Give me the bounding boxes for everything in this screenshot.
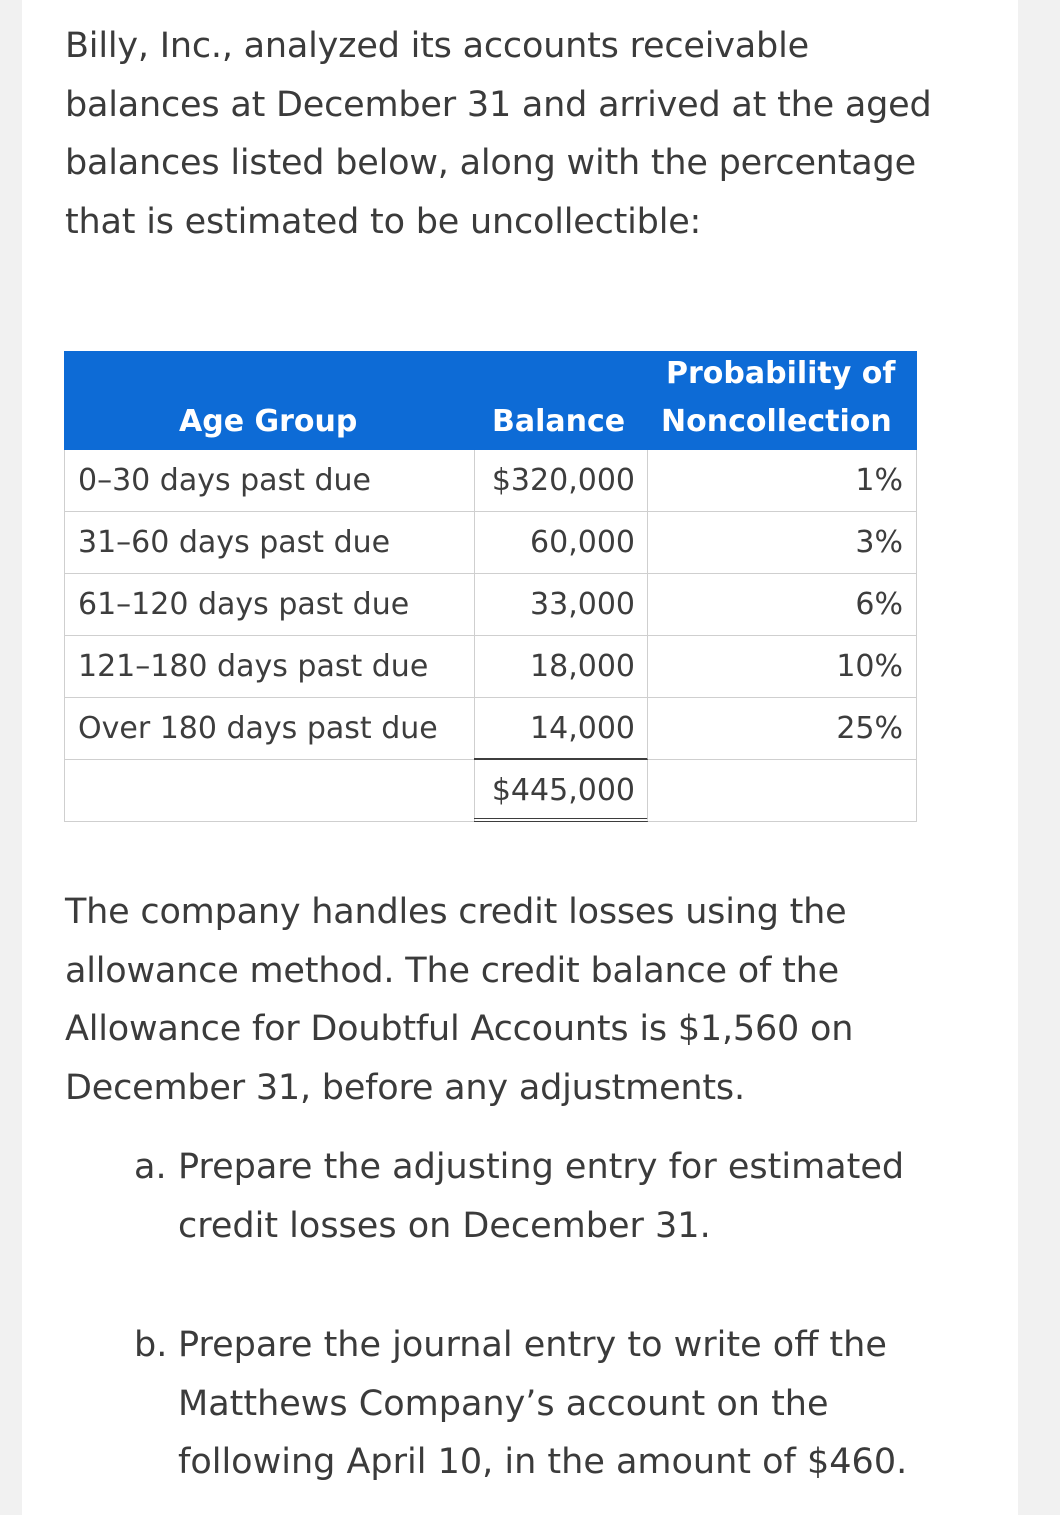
task-marker: b. <box>134 1325 168 1365</box>
intro-line: balances listed below, along with the percentage <box>65 143 916 183</box>
method-line: December 31, before any adjustments. <box>65 1067 745 1108</box>
total-label-cell <box>64 760 475 822</box>
intro-line: balances at December 31 and arrived at the aged <box>65 84 932 125</box>
table-row <box>64 574 917 636</box>
age-cell: 61–120 days past due <box>64 574 475 636</box>
table-row <box>64 512 917 574</box>
total-percent-cell <box>648 760 917 822</box>
task-line: Prepare the journal entry to write off the <box>178 1325 887 1365</box>
task-line: Matthews Company’s account on the <box>178 1383 829 1424</box>
header-probability-line2: Noncollection <box>661 404 892 439</box>
intro-line: Billy, Inc., analyzed its accounts receivable <box>65 26 809 66</box>
table-row <box>64 698 917 760</box>
percent-cell: 1% <box>648 450 917 512</box>
table-header <box>64 351 917 450</box>
percent-cell: 10% <box>648 636 917 698</box>
page <box>22 0 1018 1515</box>
method-paragraph <box>65 883 853 1117</box>
total-balance-cell: $445,000 <box>474 760 648 822</box>
method-line: allowance method. The credit balance of the <box>65 950 839 991</box>
task-line: Prepare the adjusting entry for estimated <box>178 1147 905 1187</box>
task-line: following April 10, in the amount of $460. <box>178 1442 908 1482</box>
balance-cell: 60,000 <box>474 512 648 574</box>
task-marker: a. <box>134 1147 167 1187</box>
percent-cell: 3% <box>648 512 917 574</box>
intro-paragraph <box>65 17 932 251</box>
header-probability-line1: Probability of <box>666 356 896 391</box>
table-row <box>64 636 917 698</box>
intro-line: that is estimated to be uncollectible: <box>65 201 702 242</box>
balance-cell: 18,000 <box>474 636 648 698</box>
table-row <box>64 450 917 512</box>
header-balance: Balance <box>492 404 626 439</box>
method-line: Allowance for Doubtful Accounts is $1,560 on <box>65 1009 854 1049</box>
age-cell: 0–30 days past due <box>64 450 475 512</box>
balance-cell: 33,000 <box>474 574 648 636</box>
total-row <box>64 760 917 822</box>
balance-cell: 14,000 <box>474 698 648 760</box>
balance-cell: $320,000 <box>474 450 648 512</box>
age-cell: 31–60 days past due <box>64 512 475 574</box>
age-cell: 121–180 days past due <box>64 636 475 698</box>
aging-table <box>64 351 917 821</box>
percent-cell: 6% <box>648 574 917 636</box>
method-line: The company handles credit losses using the <box>65 892 847 932</box>
task-line: credit losses on December 31. <box>178 1205 711 1246</box>
percent-cell: 25% <box>648 698 917 760</box>
header-age-group: Age Group <box>179 404 358 439</box>
age-cell: Over 180 days past due <box>64 698 475 760</box>
table-body <box>64 450 917 821</box>
